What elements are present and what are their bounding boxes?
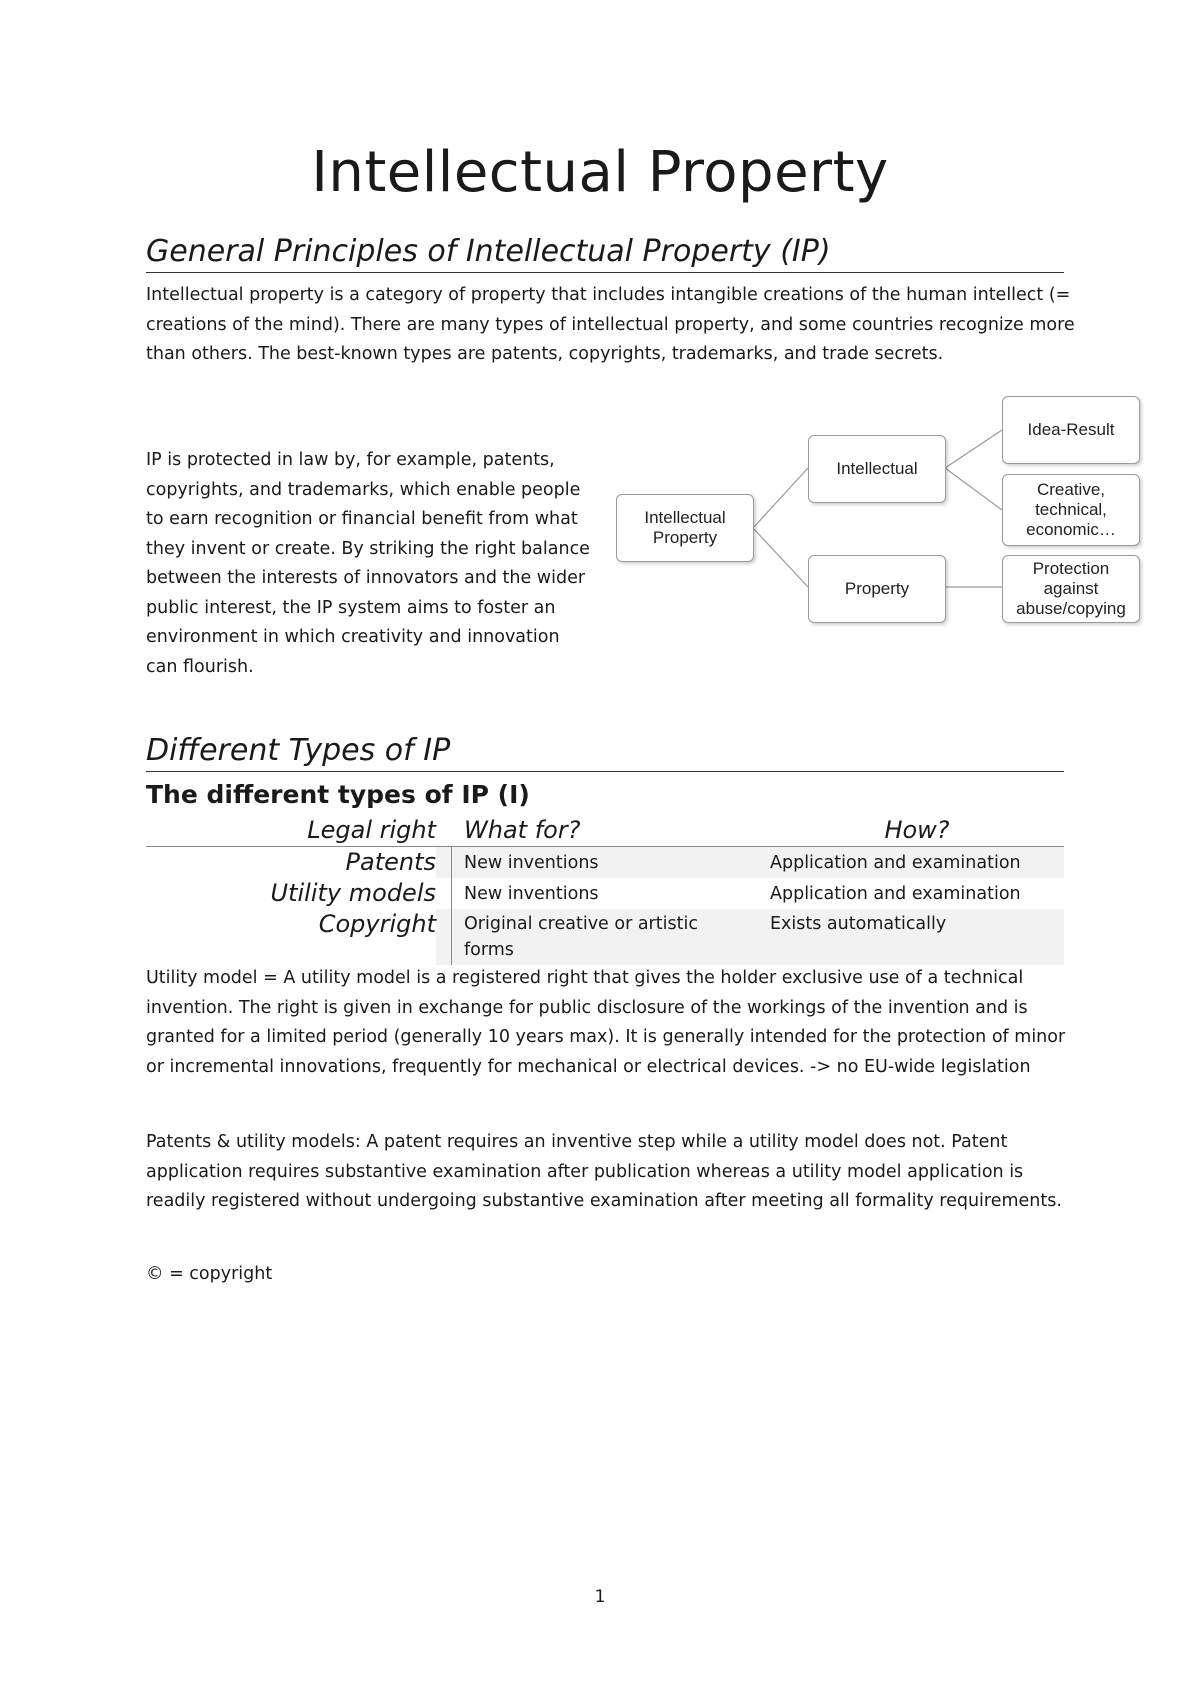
diagram-node-intellectual — [808, 435, 946, 503]
diagram-node-property — [808, 555, 946, 623]
page-number: 1 — [594, 1587, 606, 1607]
table-row — [146, 878, 1064, 909]
connector-intellectual-creative — [945, 468, 1002, 510]
ip-types-table — [146, 814, 1064, 965]
table-divider — [451, 878, 452, 909]
subheading-types-of-ip: The different types of IP (I) — [146, 780, 530, 809]
diagram-node-intellectual-label: Intellectual — [836, 459, 918, 478]
diagram-node-property-label: Property — [844, 579, 910, 598]
section-heading-types-of-ip: Different Types of IP — [146, 733, 1064, 772]
connector-root-intellectual — [753, 468, 808, 528]
ip-diagram — [610, 390, 1150, 630]
utility-model-paragraph — [146, 964, 1071, 1082]
intro-paragraph-text: Intellectual property is a category of property that includes intangible creations of the human intellect (= creations of the mind). There are many types of intellectual property, and some countries recognize more than others. The best-known types are patents, copyrights, trademarks, and trade secrets. — [146, 285, 1075, 364]
table-cell-what-for: New inventions — [464, 884, 599, 904]
table-cell-legal-right: Patents — [146, 847, 436, 878]
utility-model-paragraph-text: Utility model = A utility model is a registered right that gives the holder exclusive use of a technical invention. The right is given in exchange for public disclosure of the workings of the invention and is granted for a limited period (generally 10 years max). It is generally intended for the protection of minor or incremental innovations, frequently for mechanical or electrical devices. -> no EU-wide legislation — [146, 968, 1066, 1077]
table-cell-legal-right: Utility models — [146, 878, 436, 909]
diagram-node-protection-label: Protection against abuse/copying — [1016, 559, 1126, 618]
table-cell-legal-right: Copyright — [146, 909, 436, 965]
diagram-node-creative — [1002, 474, 1140, 546]
patents-utility-paragraph — [146, 1128, 1071, 1217]
table-cell-how: Exists automatically — [770, 914, 947, 934]
table-header-row — [146, 814, 1064, 847]
diagram-node-creative-label: Creative, technical, economic… — [1026, 480, 1116, 539]
diagram-node-idea-result — [1002, 396, 1140, 464]
table-cell-what-for: New inventions — [464, 853, 599, 873]
table-row — [146, 909, 1064, 965]
table-header-how: How? — [884, 816, 950, 844]
table-cell-how: Application and examination — [770, 853, 1021, 873]
table-divider — [451, 847, 452, 878]
copyright-paragraph — [146, 1260, 1071, 1290]
intro-paragraph — [146, 281, 1076, 370]
diagram-node-protection — [1002, 555, 1140, 623]
protection-paragraph-text: IP is protected in law by, for example, patents, copyrights, and trademarks, which enable people to earn recognition or financial benefit from what they invent or create. By striking the right balance between the interests of innovators and the wider public interest, the IP system aims to foster an environment in which creativity and innovation can flourish. — [146, 450, 590, 677]
table-header-legal-right: Legal right — [307, 816, 436, 844]
patents-utility-paragraph-text: Patents & utility models: A patent requires an inventive step while a utility model does not. Patent application requires substantive examination after publication whereas a utility model application is readily registered without undergoing substantive examination after meeting all formality requirements. — [146, 1132, 1062, 1211]
table-row — [146, 847, 1064, 878]
table-divider — [451, 909, 452, 965]
table-header-what-for: What for? — [464, 816, 581, 844]
connector-root-property — [753, 528, 808, 587]
diagram-node-idea-result-label: Idea-Result — [1027, 420, 1115, 439]
table-cell-how: Application and examination — [770, 884, 1021, 904]
connector-intellectual-idea — [945, 430, 1002, 468]
section-heading-general-principles: General Principles of Intellectual Property (IP) — [146, 234, 1064, 273]
protection-paragraph — [146, 446, 596, 682]
table-cell-what-for: Original creative or artistic forms — [464, 914, 698, 960]
diagram-node-root — [616, 494, 754, 562]
copyright-paragraph-text: © = copyright — [146, 1264, 273, 1284]
diagram-node-root-label: Intellectual Property — [644, 508, 726, 547]
document-title: Intellectual Property — [311, 140, 889, 205]
